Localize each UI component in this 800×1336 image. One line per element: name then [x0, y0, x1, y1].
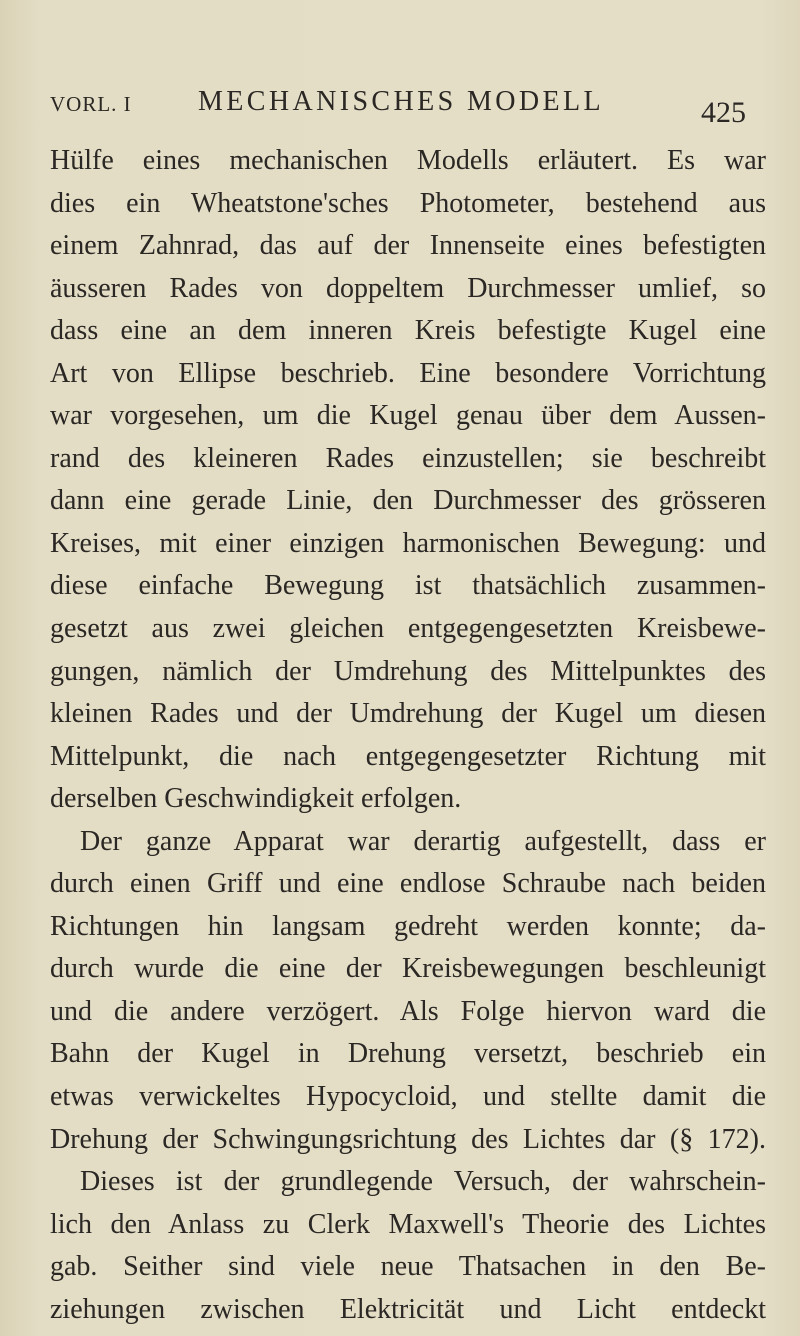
text-line: rand des kleineren Rades einzustellen; sie beschreibt [50, 442, 766, 474]
text-line: etwas verwickeltes Hypocycloid, und stellte damit die [50, 1081, 766, 1113]
text-line: dass eine an dem inneren Kreis befestigte Kugel eine [50, 315, 766, 347]
running-head [44, 88, 766, 128]
text-line: gab. Seither sind viele neue Thatsachen in den Be- [50, 1251, 766, 1283]
text-line: kleinen Rades und der Umdrehung der Kugel um diesen [50, 698, 766, 730]
text-line: Mittelpunkt, die nach entgegengesetzter Richtung mit [50, 740, 766, 772]
text-line: Hülfe eines mechanischen Modells erläutert. Es war [50, 145, 766, 176]
text-line: ziehungen zwischen Elektricität und Licht entdeckt [50, 1293, 766, 1325]
chapter-ref: VORL. I [50, 92, 132, 116]
text-line: äusseren Rades von doppeltem Durchmesser umlief, so [50, 272, 766, 304]
text-line: gungen, nämlich der Umdrehung des Mittelpunktes des [50, 655, 766, 687]
text-line: durch einen Griff und eine endlose Schraube nach beiden [50, 868, 766, 900]
text-line: Art von Ellipse beschrieb. Eine besondere Vorrichtung [50, 357, 766, 389]
text-line: war vorgesehen, um die Kugel genau über dem Aussen- [50, 400, 766, 432]
page-title: MECHANISCHES MODELL [198, 86, 605, 117]
text-line: dann eine gerade Linie, den Durchmesser des grösseren [50, 485, 766, 517]
text-line: durch wurde die eine der Kreisbewegungen beschleunigt [50, 953, 766, 985]
text-line: lich den Anlass zu Clerk Maxwell's Theorie des Lichtes [50, 1208, 766, 1240]
text-line: einem Zahnrad, das auf der Innenseite eines befestigten [50, 230, 766, 262]
text-line: Richtungen hin langsam gedreht werden konnte; da- [50, 910, 766, 942]
text-line: Drehung der Schwingungsrichtung des Lichtes dar (§ 172). [50, 1123, 766, 1155]
text-line: gesetzt aus zwei gleichen entgegengesetzten Kreisbewe- [50, 613, 766, 645]
text-line: derselben Geschwindigkeit erfolgen. [50, 783, 462, 815]
text-line: Kreises, mit einer einzigen harmonischen Bewegung: und [50, 527, 766, 559]
text-line: und die andere verzögert. Als Folge hiervon ward die [50, 995, 766, 1027]
text-line: Bahn der Kugel in Drehung versetzt, beschrieb ein [50, 1038, 766, 1070]
text-line: Dieses ist der grundlegende Versuch, der wahrschein- [80, 1166, 766, 1198]
page-number: 425 [701, 96, 746, 129]
text-line: diese einfache Bewegung ist thatsächlich zusammen- [50, 570, 766, 602]
body-text [50, 140, 766, 1331]
text-line: dies ein Wheatstone'sches Photometer, bestehend aus [50, 187, 766, 219]
text-line: Der ganze Apparat war derartig aufgestellt, dass er [80, 825, 766, 857]
